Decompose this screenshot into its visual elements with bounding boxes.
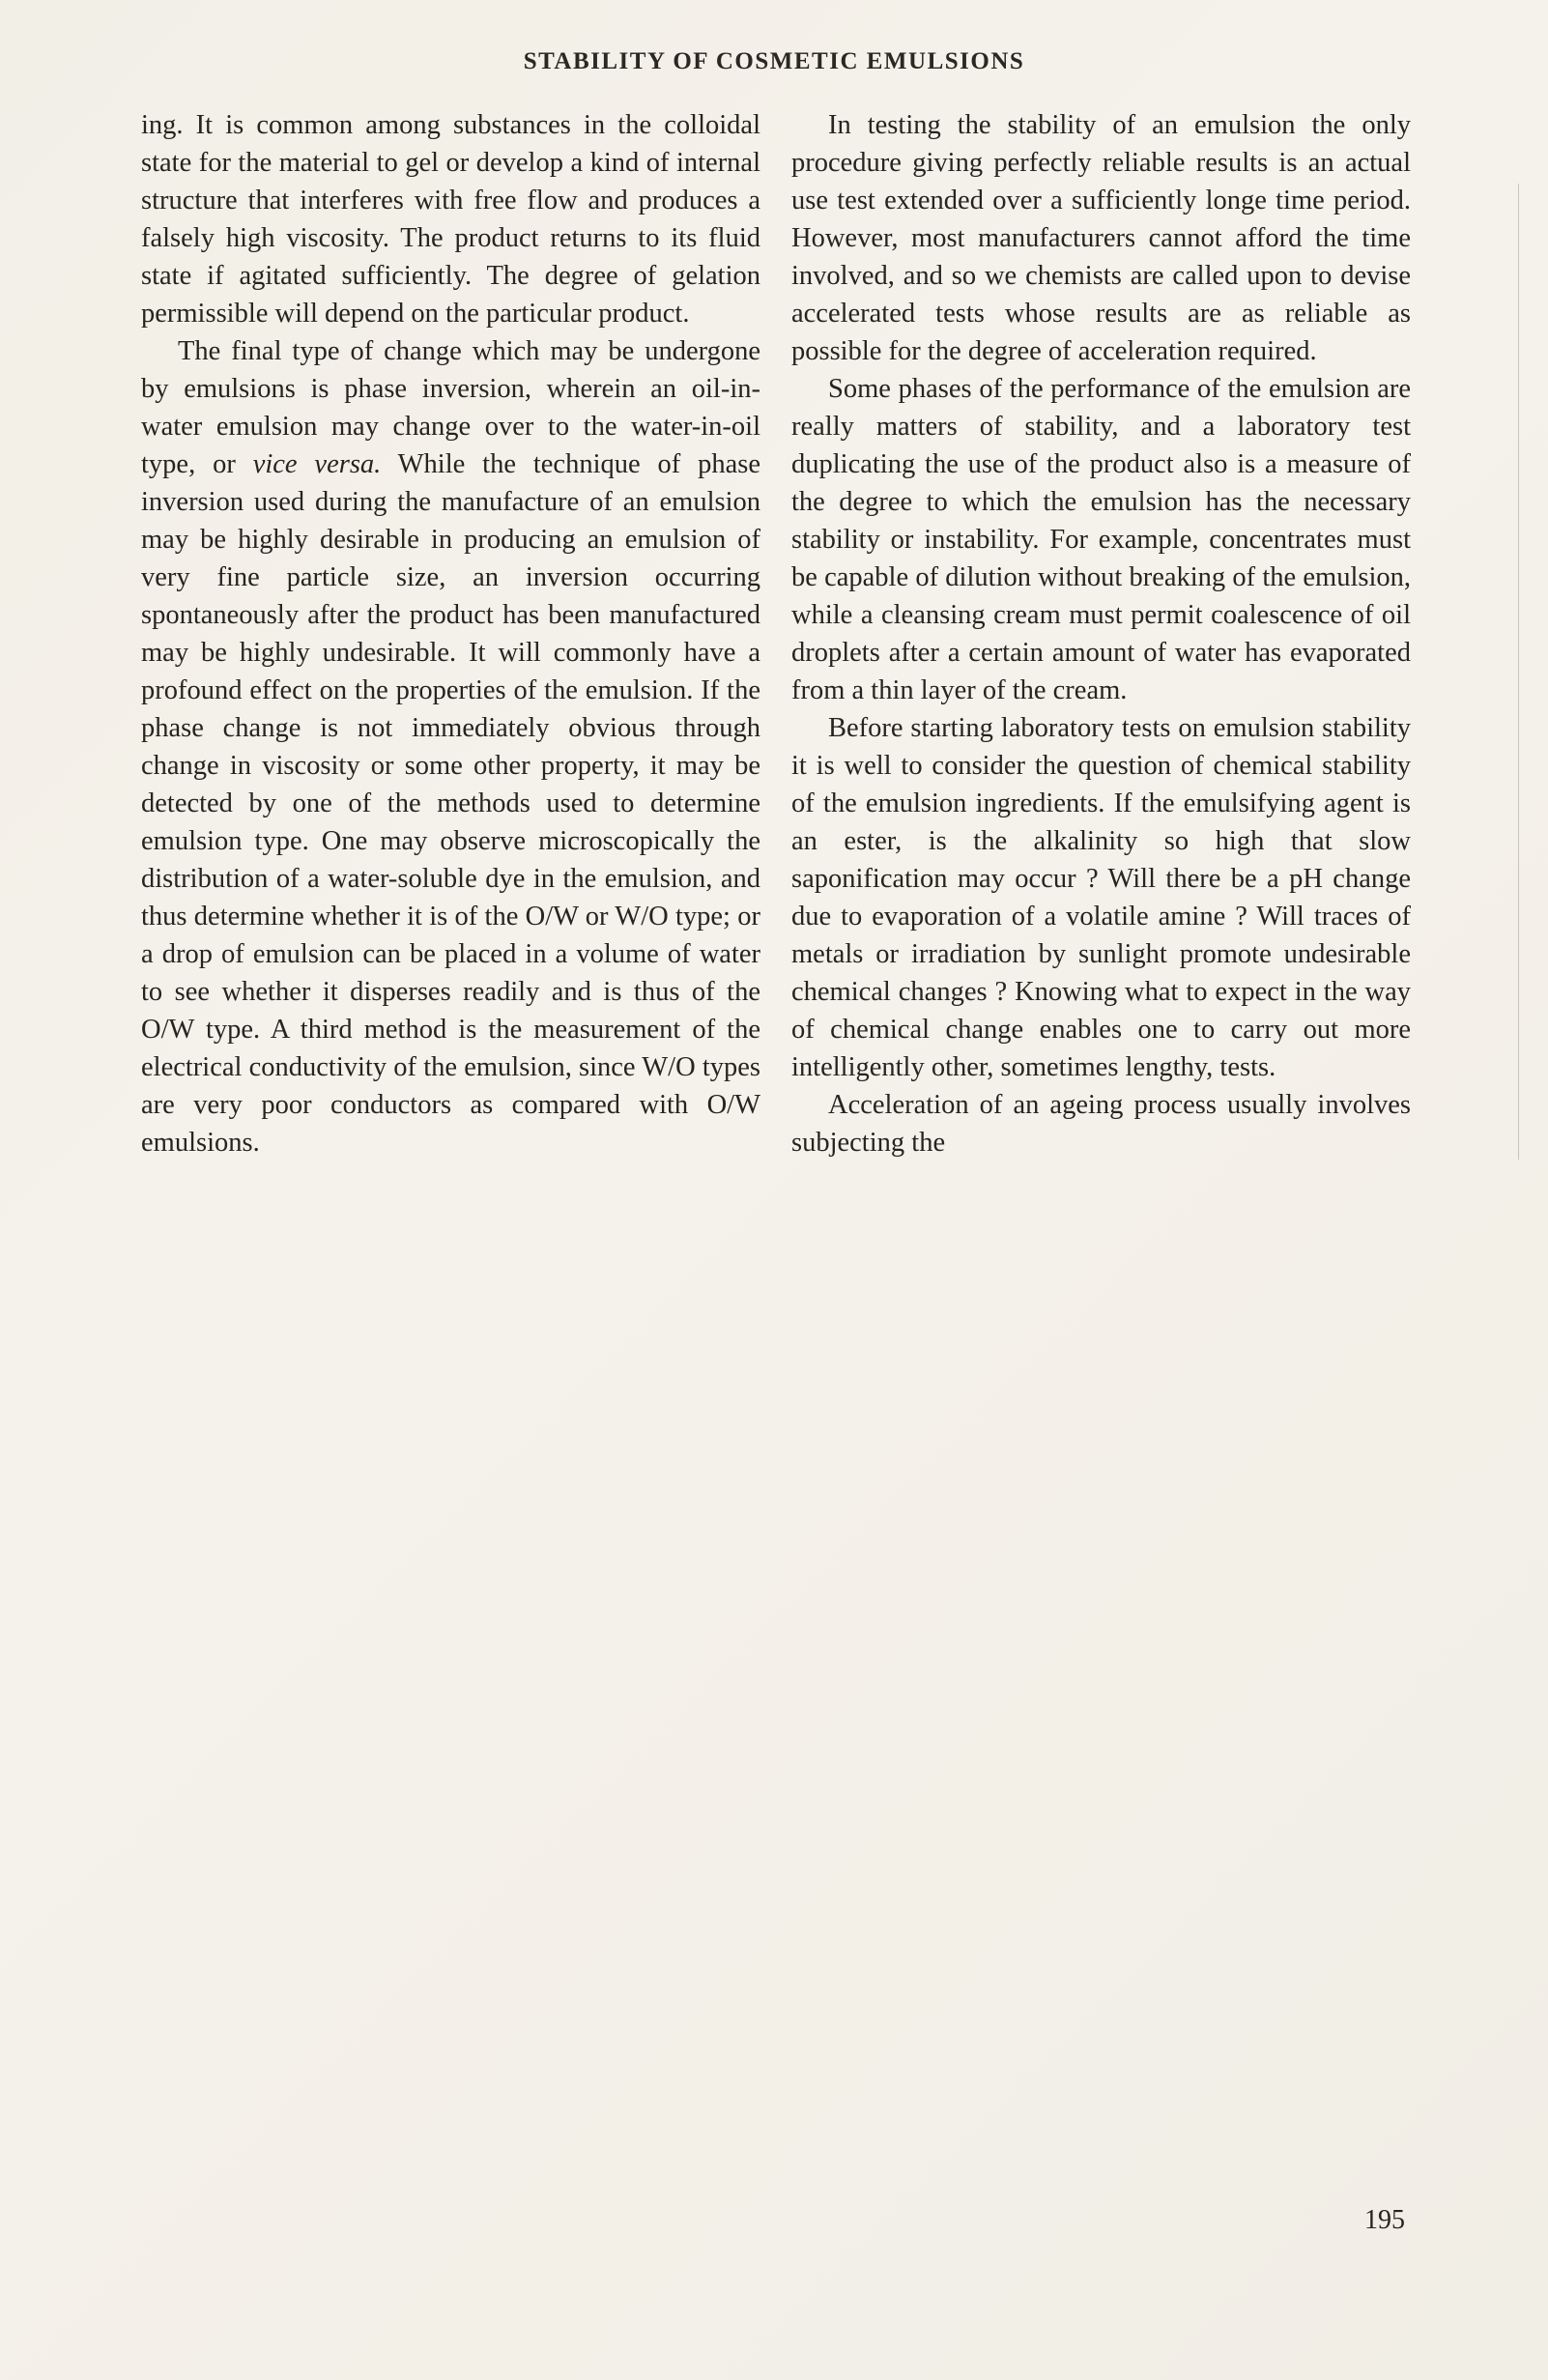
paragraph bbox=[791, 1086, 1411, 1161]
running-head: STABILITY OF COSMETIC EMULSIONS bbox=[523, 48, 1025, 74]
text-segment: Before starting laboratory tests on emulsion stability it is well to consider the question of chemical stability of the emulsion ingredients. If the emulsifying agent is an ester, is the alkalinity so high that slow saponification may occur ? Will there be a pH change due to evaporation of a volatile amine ? Will traces of metals or irradiation by sunlight promote undesirable chemical changes ? Knowing what to expect in the way of chemical change enables one to carry out more intelligently other, sometimes lengthy, tests. bbox=[791, 713, 1411, 1082]
paragraph bbox=[141, 332, 760, 1161]
paragraph bbox=[791, 709, 1411, 1086]
right-column bbox=[791, 106, 1411, 1161]
scan-artifact-line bbox=[1518, 184, 1519, 1160]
paragraph bbox=[141, 106, 760, 332]
left-column bbox=[141, 106, 760, 1161]
text-segment: The final type of change which may be undergone by emulsions is phase inversion, wherein an oil-in-water emulsion may change over to the water-in-oil type, or bbox=[141, 336, 760, 479]
text-segment: While the technique of phase inversion used during the manufacture of an emulsion may be highly desirable in producing an emulsion of very fine particle size, an inversion occurring spontaneously after the product has been manufactured may be highly undesirable. It will commonly have a profound effect on the properties of the emulsion. If the phase change is not immediately obvious through change in viscosity or some other property, it may be detected by one of the methods used to determine emulsion type. One may observe microscopically the distribution of a water-soluble dye in the emulsion, and thus determine whether it is of the O/W or W/O type; or a drop of emulsion can be placed in a volume of water to see whether it disperses readily and is thus of the O/W type. A third method is the measurement of the electrical conductivity of the emulsion, since W/O types are very poor conductors as compared with O/W emulsions. bbox=[141, 449, 761, 1158]
text-segment: In testing the stability of an emulsion the only procedure giving perfectly reliable results is an actual use test extended over a sufficiently longe time period. However, most manufacturers cannot afford the time involved, and so we chemists are called upon to devise accelerated tests whose results are as reliable as possible for the degree of acceleration required. bbox=[791, 110, 1411, 366]
paragraph bbox=[791, 106, 1411, 370]
text-segment: ing. It is common among substances in the colloidal state for the material to gel or develop a kind of internal structure that interferes with free flow and produces a falsely high viscosity. The product returns to its fluid state if agitated sufficiently. The degree of gelation permissible will depend on the particular product. bbox=[141, 110, 760, 329]
paragraph bbox=[791, 370, 1411, 709]
page-number: 195 bbox=[1364, 2205, 1405, 2235]
text-segment: Acceleration of an ageing process usually involves subjecting the bbox=[791, 1090, 1411, 1158]
italic-text-segment: vice versa. bbox=[252, 449, 382, 479]
text-segment: Some phases of the performance of the emulsion are really matters of stability, and a laboratory test duplicating the use of the product also is a measure of the degree to which the emulsion has the necessary stability or instability. For example, concentrates must be capable of dilution without breaking of the emulsion, while a cleansing cream must permit coalescence of oil droplets after a certain amount of water has evaporated from a thin layer of the cream. bbox=[791, 374, 1411, 705]
text-columns bbox=[0, 75, 1548, 1161]
